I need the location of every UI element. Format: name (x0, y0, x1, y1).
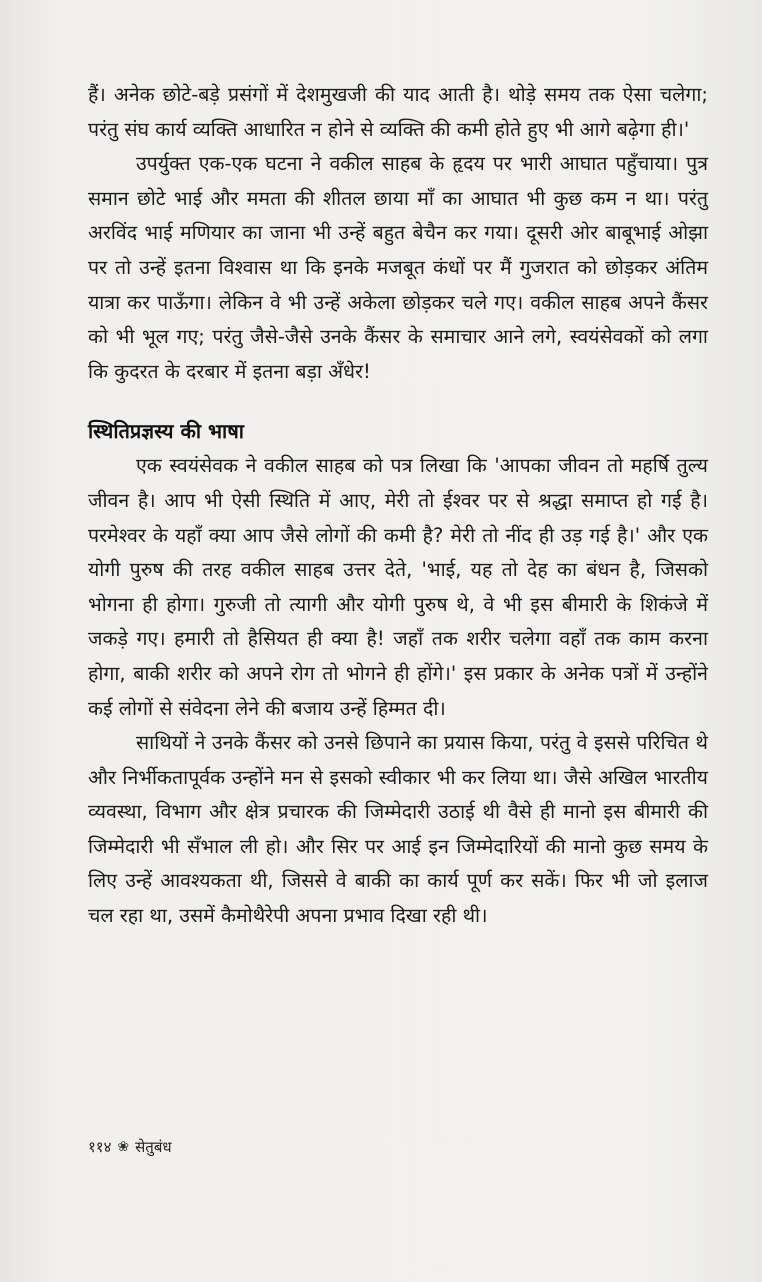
page-number: ११४ (88, 1138, 112, 1156)
book-title: सेतुबंध (135, 1138, 172, 1156)
page-content (88, 78, 708, 934)
paragraph-continuation: हैं। अनेक छोटे-बड़े प्रसंगों में देशमुखजी की याद आती है। थोड़े समय तक ऐसा चलेगा; परंतु संघ कार्य व्यक्ति आधारित न होने से व्यक्ति की कमी होते हुए भी आगे बढ़ेगा ही।' (88, 83, 708, 141)
section-heading: स्थितिप्रज्ञस्य की भाषा (88, 419, 244, 444)
flower-ornament-icon: ❀ (117, 1139, 130, 1155)
paragraph-patra: एक स्वयंसेवक ने वकील साहब को पत्र लिखा कि 'आपका जीवन तो महर्षि तुल्य जीवन है। आप भी ऐसी स्थिति में आए, मेरी तो ईश्वर पर से श्रद्धा समाप्त हो गई है। परमेश्वर के यहाँ क्या आप जैसे लोगों की कमी है? मेरी तो नींद ही उड़ गई है।' और एक योगी पुरुष की तरह वकील साहब उत्तर देते, 'भाई, यह तो देह का बंधन है, जिसको भोगना ही होगा। गुरुजी तो त्यागी और योगी पुरुष थे, वे भी इस बीमारी के शिकंजे में जकड़े गए। हमारी तो हैसियत ही क्या है! जहाँ तक शरीर चलेगा वहाँ तक काम करना होगा, बाकी शरीर को अपने रोग तो भोगने ही होंगे।' इस प्रकार के अनेक पत्रों में उन्होंने कई लोगों से संवेदना लेने की बजाय उन्हें हिम्मत दी। (88, 454, 708, 720)
paragraph-sathi: साथियों ने उनके कैंसर को उनसे छिपाने का प्रयास किया, परंतु वे इससे परिचित थे और निर्भीकतापूर्वक उन्होंने मन से इसको स्वीकार भी कर लिया था। जैसे अखिल भारतीय व्यवस्था, विभाग और क्षेत्र प्रचारक की जिम्मेदारी उठाई थी वैसे ही मानो इस बीमारी की जिम्मेदारी भी सँभाल ली हो। और सिर पर आई इन जिम्मेदारियों की मानो कुछ समय के लिए उन्हें आवश्यकता थी, जिससे वे बाकी का कार्य पूर्ण कर सकें। फिर भी जो इलाज चल रहा था, उसमें कैमोथैरेपी अपना प्रभाव दिखा रही थी। (88, 731, 708, 928)
page-footer (88, 1137, 172, 1157)
paragraph-ghatna: उपर्युक्त एक-एक घटना ने वकील साहब के हृदय पर भारी आघात पहुँचाया। पुत्र समान छोटे भाई और ममता की शीतल छाया माँ का आघात भी कुछ कम न था। परंतु अरविंद भाई मणियार का जाना भी उन्हें बहुत बेचैन कर गया। दूसरी ओर बाबूभाई ओझा पर तो उन्हें इतना विश्वास था कि इनके मजबूत कंधों पर मैं गुजरात को छोड़कर अंतिम यात्रा कर पाऊँगा। लेकिन वे भी उन्हें अकेला छोड़कर चले गए। वकील साहब अपने कैंसर को भी भूल गए; परंतु जैसे-जैसे उनके कैंसर के समाचार आने लगे, स्वयंसेवकों को लगा कि कुदरत के दरबार में इतना बड़ा अँधेर! (88, 152, 708, 383)
